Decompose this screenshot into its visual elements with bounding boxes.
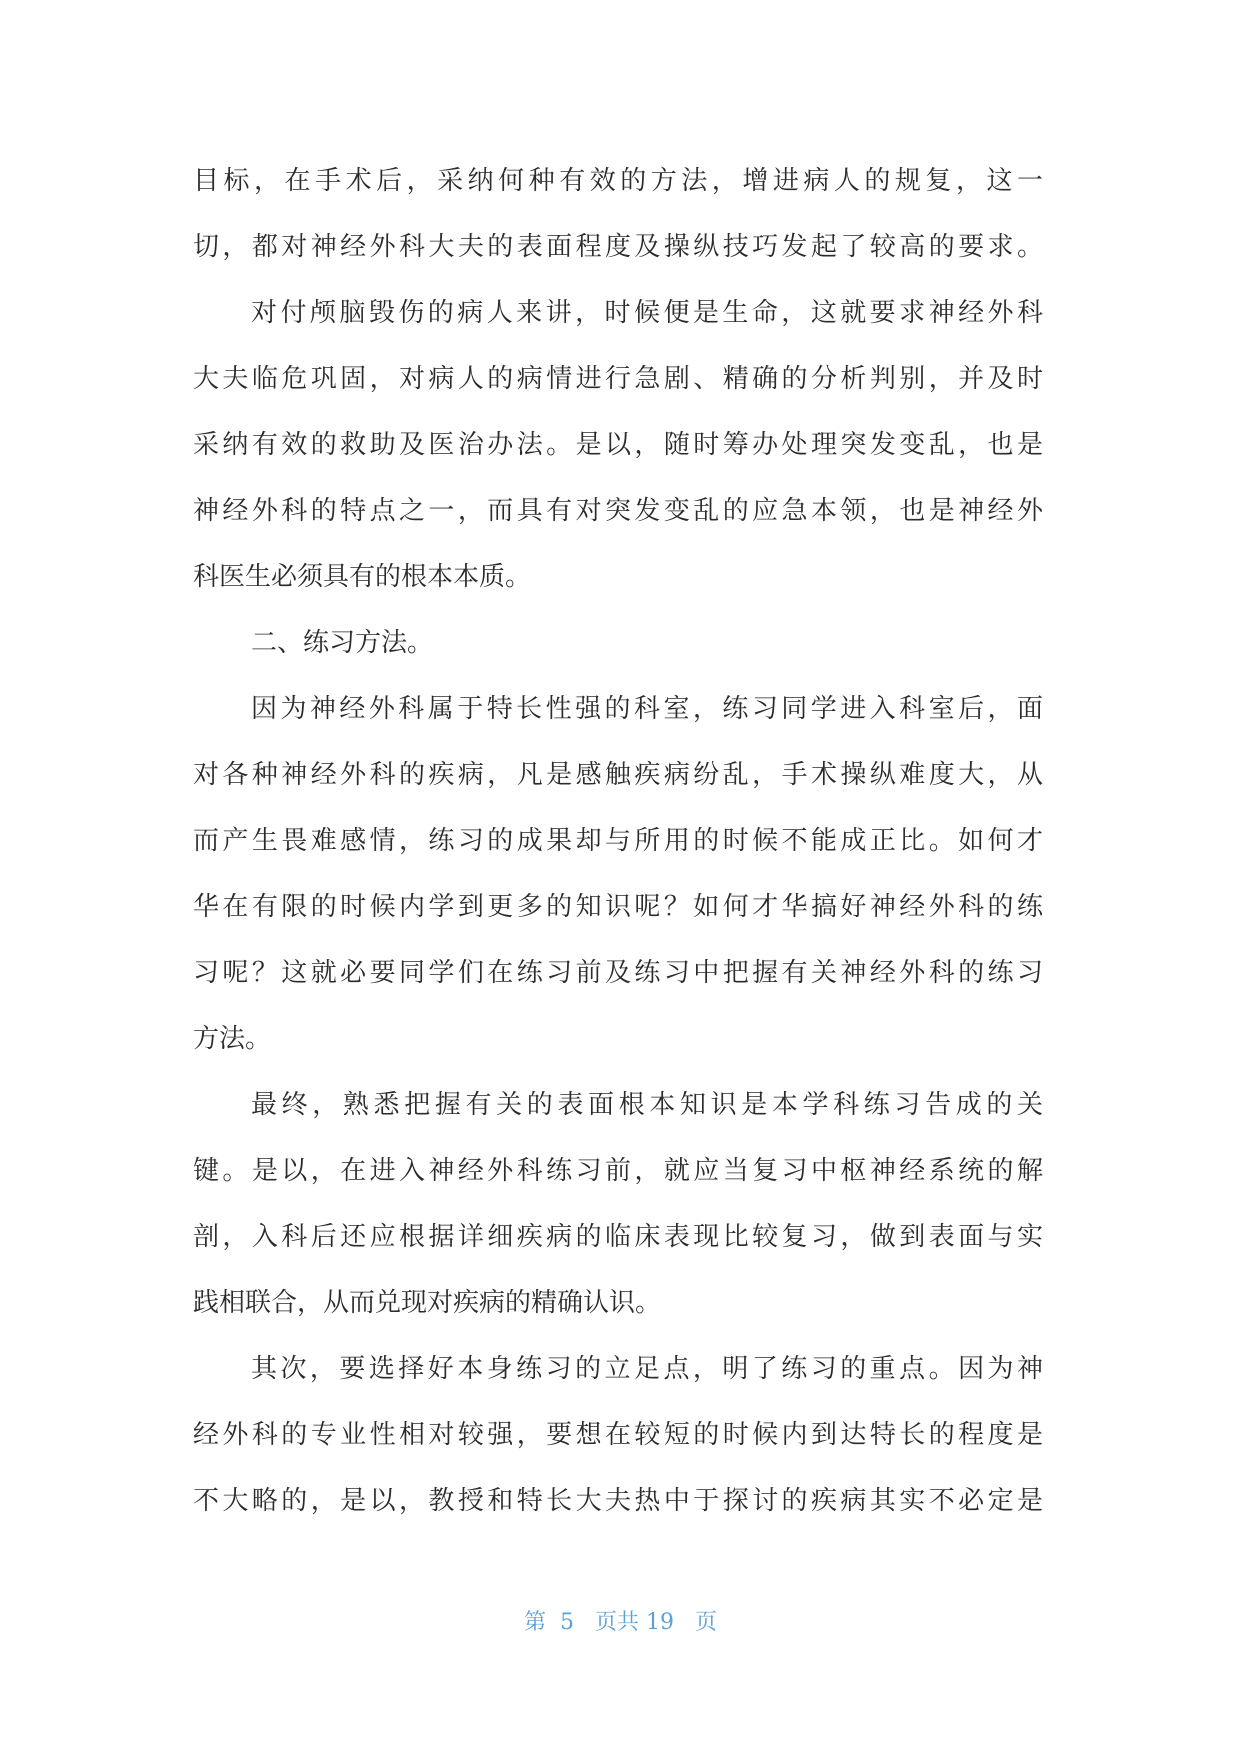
text-line: 对各种神经外科的疾病，凡是感触疾病纷乱，手术操纵难度大，从 [193,760,1043,790]
text-line: 大夫临危巩固，对病人的病情进行急剧、精确的分析判别，并及时 [193,364,1043,394]
text-line: 对付颅脑毁伤的病人来讲，时候便是生命，这就要求神经外科 [251,298,1043,328]
section-heading: 二、练习方法。 [251,628,434,658]
text-line: 剖，入科后还应根据详细疾病的临床表现比较复习，做到表面与实 [193,1222,1043,1252]
text-line: 践相联合，从而兑现对疾病的精确认识。 [193,1288,662,1318]
text-line: 采纳有效的救助及医治办法。是以，随时筹办处理突发变乱，也是 [193,430,1043,460]
text-line: 目标，在手术后，采纳何种有效的方法，增进病人的规复，这一 [193,166,1043,196]
text-line: 方法。 [193,1024,272,1054]
text-line: 因为神经外科属于特长性强的科室，练习同学进入科室后，面 [251,694,1043,724]
text-line: 最终，熟悉把握有关的表面根本知识是本学科练习告成的关 [251,1090,1043,1120]
text-line: 切，都对神经外科大夫的表面程度及操纵技巧发起了较高的要求。 [193,232,1043,262]
text-line: 科医生必须具有的根本本质。 [193,562,532,592]
text-line: 键。是以，在进入神经外科练习前，就应当复习中枢神经系统的解 [193,1156,1043,1186]
text-line: 经外科的专业性相对较强，要想在较短的时候内到达特长的程度是 [193,1420,1043,1450]
text-line: 其次，要选择好本身练习的立足点，明了练习的重点。因为神 [251,1354,1043,1384]
text-line: 不大略的，是以，教授和特长大夫热中于探讨的疾病其实不必定是 [193,1486,1043,1516]
text-line: 而产生畏难感情，练习的成果却与所用的时候不能成正比。如何才 [193,826,1043,856]
text-line: 华在有限的时候内学到更多的知识呢？如何才华搞好神经外科的练 [193,892,1043,922]
text-line: 习呢？这就必要同学们在练习前及练习中把握有关神经外科的练习 [193,958,1043,988]
document-body [193,148,1043,1534]
text-line: 神经外科的特点之一，而具有对突发变乱的应急本领，也是神经外 [193,496,1043,526]
page-number-footer: 第 5 页共 19 页 [524,1610,717,1635]
